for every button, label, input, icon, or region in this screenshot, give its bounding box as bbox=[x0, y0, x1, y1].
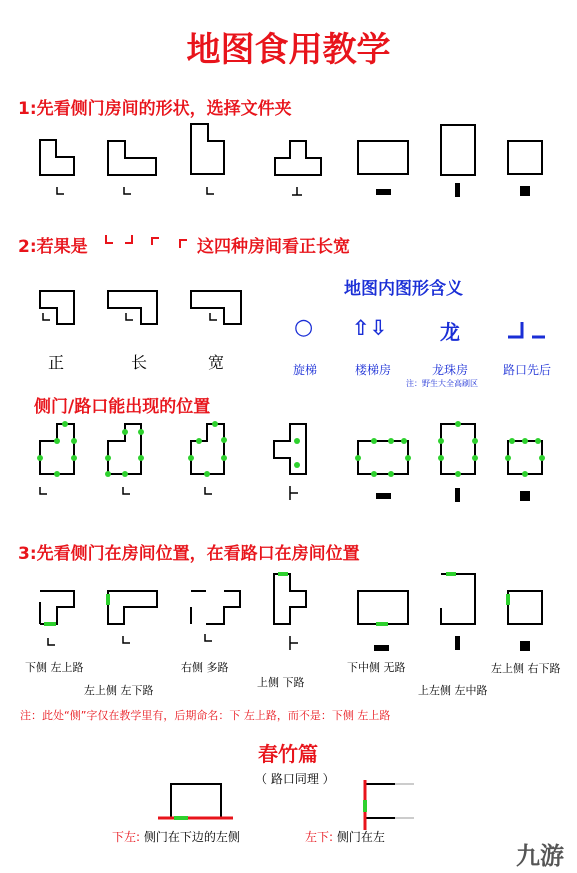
label-long: 长 bbox=[131, 353, 148, 372]
chunzhu-subheading: （ 路口同理 ） bbox=[255, 772, 335, 786]
example1-key: 下左: bbox=[112, 830, 141, 844]
pos-label-6: 上左侧 左中路 bbox=[418, 684, 488, 697]
step2-heading-suffix: 这四种房间看正长宽 bbox=[197, 237, 350, 257]
legend-label-spiral: 旋梯 bbox=[293, 363, 318, 377]
step2-heading-prefix: 2:若果是 bbox=[18, 237, 88, 257]
example2-key: 左下: bbox=[305, 830, 334, 844]
pos-label-4: 上侧 下路 bbox=[257, 676, 305, 689]
step3-heading: 3:先看侧门在房间位置，在看路口在房间位置 bbox=[18, 544, 360, 564]
step3-note: 注：此处“侧”字仅在教学里有，后期命名：下 左上路，而不是：下侧 左上路 bbox=[20, 709, 391, 722]
spiral-stair-icon: ○ bbox=[294, 315, 314, 340]
room-shape-l2 bbox=[108, 141, 156, 175]
legend-heading: 地图内图形含义 bbox=[344, 279, 463, 299]
step1-heading: 1:先看侧门房间的形状，选择文件夹 bbox=[18, 99, 292, 119]
room-shape-tall bbox=[441, 125, 475, 175]
legend-footnote: 注：野生大全高刷区 bbox=[406, 379, 478, 388]
pos-label-1: 下侧 左上路 bbox=[25, 661, 84, 674]
page-title: 地图食用教学 bbox=[186, 30, 391, 70]
example1-text: 侧门在下边的左侧 bbox=[143, 830, 240, 844]
chunzhu-heading: 春竹篇 bbox=[258, 742, 318, 766]
legend-label-stair: 楼梯房 bbox=[355, 363, 392, 377]
label-square: 正 bbox=[48, 353, 65, 372]
legend-label-junction: 路口先后 bbox=[503, 363, 552, 377]
pos-label-7: 左上侧 右下路 bbox=[491, 662, 561, 675]
room-shape-l3 bbox=[191, 124, 224, 174]
side-door-heading: 侧门/路口能出现的位置 bbox=[34, 397, 211, 417]
room-shape-t bbox=[275, 141, 321, 175]
legend-label-dragon: 龙珠房 bbox=[432, 363, 469, 377]
pos-label-2: 左上侧 左下路 bbox=[84, 684, 154, 697]
pos-label-3: 右侧 多路 bbox=[181, 661, 229, 674]
room-shape-l1 bbox=[40, 140, 74, 175]
stair-room-icon: ⇧⇩ bbox=[352, 316, 388, 340]
example2-text: 侧门在左 bbox=[336, 830, 385, 844]
room-shape-wide bbox=[358, 141, 408, 174]
room-shape-square bbox=[508, 141, 542, 174]
label-wide: 宽 bbox=[208, 353, 225, 372]
watermark: 九游 bbox=[516, 842, 564, 870]
pos-label-5: 下中侧 无路 bbox=[347, 661, 406, 674]
dragon-ball-icon: 龙 bbox=[440, 320, 460, 344]
